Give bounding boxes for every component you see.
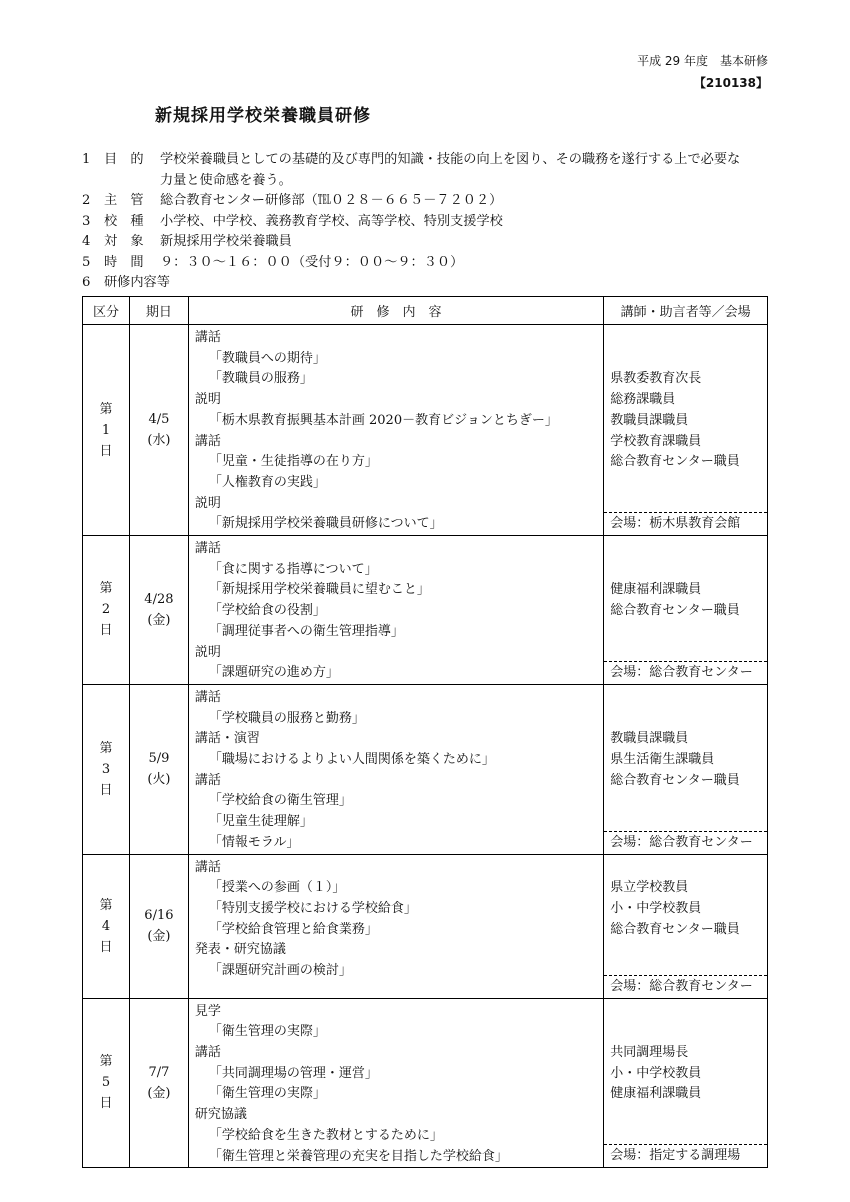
session-topic: 「課題研究の進め方」 <box>208 665 339 681</box>
session-topic: 「学校給食を生きた教材とするために」 <box>208 1127 443 1143</box>
lecturer-cell <box>604 854 768 998</box>
info-row <box>82 150 782 171</box>
session-topic: 「学校給食の衛生管理」 <box>208 793 352 809</box>
session-topic: 「課題研究計画の検討」 <box>208 963 352 979</box>
lecturer-item: 教職員課職員 <box>610 412 689 428</box>
session-topic: 「食に関する指導について」 <box>208 561 378 577</box>
session-type: 講話 <box>194 689 221 705</box>
info-number: 3 <box>82 213 91 229</box>
day-number-char: 5 <box>101 1075 111 1091</box>
lecturer-item: 総合教育センター職員 <box>610 772 740 788</box>
lecturer-item: 健康福利課職員 <box>610 582 702 598</box>
info-number: 6 <box>82 275 91 290</box>
info-label: 主 管 <box>104 193 144 208</box>
lecturer-item: 県教委教育次長 <box>610 371 702 387</box>
weekday-text: (金) <box>147 612 171 628</box>
day-number-char: 4 <box>101 918 111 934</box>
info-row <box>82 232 782 253</box>
venue-label: 会場：指定する調理場 <box>604 1144 767 1167</box>
lecturer-item: 総務課職員 <box>610 392 676 408</box>
session-topic: 「学校給食の役割」 <box>208 603 326 619</box>
lecturer-item: 総合教育センター職員 <box>610 921 740 937</box>
session-topic: 「児童生徒理解」 <box>208 814 313 830</box>
day-number-char: 日 <box>99 443 113 459</box>
date-cell <box>129 854 188 998</box>
table-row <box>83 536 768 685</box>
venue-label: 会場：総合教育センター <box>604 975 767 998</box>
date-text: 5/9 <box>148 751 170 767</box>
lecturer-item: 総合教育センター職員 <box>610 603 740 619</box>
lecturer-item: 小・中学校教員 <box>610 1065 702 1081</box>
session-topic: 「衛生管理の実際」 <box>208 1086 326 1102</box>
lecturer-item: 学校教育課職員 <box>610 433 702 449</box>
date-text: 6/16 <box>144 908 174 924</box>
session-type: 発表・研究協議 <box>194 942 286 958</box>
schedule-table <box>82 296 768 1168</box>
session-topic: 「衛生管理と栄養管理の充実を目指した学校給食」 <box>208 1148 508 1164</box>
info-label: 目 的 <box>104 152 144 167</box>
info-content: 新規採用学校栄養職員 <box>160 234 292 249</box>
page-title: 新規採用学校栄養職員研修 <box>155 106 371 126</box>
session-type: 講話 <box>194 541 221 557</box>
info-content: 小学校、中学校、義務教育学校、高等学校、特別支援学校 <box>160 213 503 229</box>
venue-label: 会場：栃木県教育会館 <box>604 512 767 535</box>
info-number: 2 <box>82 193 91 208</box>
day-number-char: 第 <box>99 401 113 417</box>
session-topic: 「衛生管理の実際」 <box>208 1024 326 1040</box>
lecturer-cell <box>604 684 768 854</box>
day-number-char: 日 <box>99 939 113 955</box>
header-date: 期日 <box>129 297 188 325</box>
info-row <box>82 253 782 274</box>
info-content: ９：３０～１６：００（受付９：００～９：３０） <box>160 254 464 270</box>
weekday-text: (水) <box>147 433 171 449</box>
session-topic: 「学校職員の服務と勤務」 <box>208 710 365 726</box>
session-topic: 「授業への参画（１）」 <box>208 880 346 896</box>
day-number-char: 第 <box>99 740 113 756</box>
info-label: 時 間 <box>104 254 144 270</box>
day-number-char: 日 <box>99 782 113 798</box>
weekday-text: (金) <box>147 1085 171 1101</box>
day-number-cell <box>83 684 130 854</box>
header-lecturer: 講師・助言者等／会場 <box>604 297 768 325</box>
lecturer-item: 総合教育センター職員 <box>610 454 740 470</box>
day-number-cell <box>83 325 130 536</box>
venue-label: 会場：総合教育センター <box>604 831 767 854</box>
info-content <box>170 273 782 294</box>
day-number-cell <box>83 998 130 1168</box>
lecturer-item: 共同調理場長 <box>610 1044 689 1060</box>
info-row <box>82 212 782 233</box>
session-type: 講話 <box>194 772 221 788</box>
lecturer-list <box>604 855 767 941</box>
date-text: 7/7 <box>148 1064 170 1080</box>
day-number-char: 第 <box>99 581 113 597</box>
session-type: 講話 <box>194 859 221 875</box>
session-topic: 「調理従事者への衛生管理指導」 <box>208 623 404 639</box>
lecturer-list <box>604 536 767 622</box>
info-row <box>82 273 782 294</box>
venue-label: 会場：総合教育センター <box>604 661 767 684</box>
day-number-cell <box>83 854 130 998</box>
session-topic: 「職場におけるよりよい人間関係を築くために」 <box>208 752 495 768</box>
content-cell <box>188 998 603 1168</box>
lecturer-cell <box>604 998 768 1168</box>
table-row <box>83 684 768 854</box>
date-text: 4/28 <box>144 591 174 607</box>
content-cell <box>188 325 603 536</box>
session-topic: 「共同調理場の管理・運営」 <box>208 1065 378 1081</box>
date-text: 4/5 <box>148 412 170 428</box>
session-type: 講話 <box>194 1044 221 1060</box>
info-number: 4 <box>82 234 91 249</box>
session-topic: 「栃木県教育振興基本計画 2020－教育ビジョンとちぎー」 <box>208 412 558 428</box>
lecturer-item: 教職員課職員 <box>610 731 689 747</box>
session-type: 説明 <box>194 644 221 660</box>
session-type: 研究協議 <box>194 1107 247 1123</box>
lecturer-list <box>604 685 767 792</box>
session-topic: 「人権教育の実践」 <box>208 474 326 490</box>
date-cell <box>129 998 188 1168</box>
info-content: 総合教育センター研修部（℡０２８－６６５－７２０２） <box>160 193 503 208</box>
lecturer-list <box>604 999 767 1106</box>
weekday-text: (金) <box>147 929 171 945</box>
weekday-text: (火) <box>147 772 171 788</box>
course-code: 【210138】 <box>693 76 768 90</box>
date-cell <box>129 325 188 536</box>
content-cell <box>188 536 603 685</box>
session-type: 説明 <box>194 392 221 408</box>
session-type: 説明 <box>194 495 221 511</box>
day-number-char: 日 <box>99 1096 113 1112</box>
info-content: 力量と使命感を養う。 <box>160 172 292 188</box>
header-content: 研 修 内 容 <box>188 297 603 325</box>
lecturer-cell <box>604 325 768 536</box>
session-type: 講話 <box>194 330 221 345</box>
date-cell <box>129 536 188 685</box>
table-header-row <box>83 297 768 325</box>
lecturer-item: 県生活衛生課職員 <box>610 752 715 768</box>
day-number-char: 2 <box>101 602 111 618</box>
info-content: 学校栄養職員としての基礎的及び専門的知識・技能の向上を図り、その職務を遂行する上で必要な <box>160 152 741 167</box>
session-type: 見学 <box>194 1003 221 1019</box>
day-number-char: 第 <box>99 1054 113 1070</box>
header-kubun: 区分 <box>83 297 130 325</box>
session-type: 講話・演習 <box>194 731 260 747</box>
info-number <box>82 171 104 192</box>
session-topic: 「教職員への期待」 <box>208 350 326 366</box>
lecturer-item: 県立学校教員 <box>610 880 689 896</box>
content-cell <box>188 684 603 854</box>
session-topic: 「学校給食管理と給食業務」 <box>208 921 378 937</box>
session-topic: 「新規採用学校栄養職員に望むこと」 <box>208 582 430 598</box>
table-row <box>83 325 768 536</box>
lecturer-list <box>604 325 767 473</box>
session-topic: 「児童・生徒指導の在り方」 <box>208 454 378 470</box>
day-number-char: 1 <box>101 422 111 438</box>
lecturer-cell <box>604 536 768 685</box>
info-label: 研修内容等 <box>104 275 170 290</box>
session-topic: 「新規採用学校栄養職員研修について」 <box>208 516 443 532</box>
session-type: 講話 <box>194 433 221 449</box>
info-row <box>82 171 782 192</box>
info-label: 対 象 <box>104 234 144 249</box>
info-row <box>82 191 782 212</box>
session-topic: 「教職員の服務」 <box>208 371 313 387</box>
day-number-cell <box>83 536 130 685</box>
session-topic: 「特別支援学校における学校給食」 <box>208 900 417 916</box>
table-row <box>83 854 768 998</box>
day-number-char: 日 <box>99 623 113 639</box>
lecturer-item: 健康福利課職員 <box>610 1086 702 1102</box>
info-label <box>104 171 160 192</box>
course-info <box>82 150 782 294</box>
content-cell <box>188 854 603 998</box>
day-number-char: 3 <box>101 761 111 777</box>
info-label: 校 種 <box>104 213 144 229</box>
day-number-char: 第 <box>99 897 113 913</box>
lecturer-item: 小・中学校教員 <box>610 900 702 916</box>
info-number: 5 <box>82 254 91 270</box>
table-row <box>83 998 768 1168</box>
date-cell <box>129 684 188 854</box>
info-number: 1 <box>82 152 91 167</box>
session-topic: 「情報モラル」 <box>208 834 300 850</box>
fiscal-year-label: 平成 29 年度 基本研修 <box>637 54 768 68</box>
